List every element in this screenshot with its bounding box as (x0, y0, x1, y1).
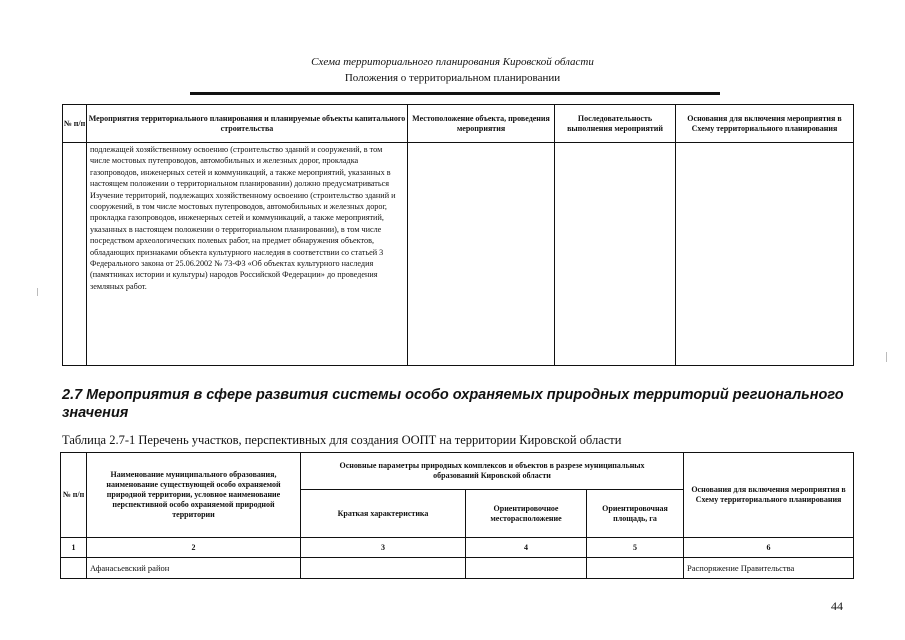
column-number: 3 (301, 538, 466, 558)
col-header-measures: Мероприятия территориального планирования и планируемые объекты капитального строительства (87, 105, 408, 143)
scan-margin-mark (37, 288, 38, 296)
table-cell-measures (87, 143, 408, 366)
oopt-table-header-row (61, 453, 854, 490)
table-cell-basis: Распоряжение Правительства (684, 558, 854, 579)
col-header-number: № п/п (61, 453, 87, 538)
table-cell-sequence (555, 143, 676, 366)
col-header-territory-name: Наименование муниципального образования, наименование существующей особо охраняемой природной территории, условное наименование перспективной особо охраняемой природной территории (87, 453, 301, 538)
col-header-basis: Основания для включения мероприятия в Схему территориального планирования (684, 453, 854, 538)
col-header-sequence: Последовательность выполнения мероприятий (555, 105, 676, 143)
table-cell-approx-location (466, 558, 587, 579)
measures-paragraph: подлежащей хозяйственному освоению (строительство зданий и сооружений, в том числе мостовых путепроводов, автомобильных и железных дорог, прокладка газопроводов, инженерных сетей и коммуникаций, а также мероприятий, указанных в настоящем положении о территориальном планировании) должно предусматриваться (90, 145, 391, 189)
col-header-parameters-group: Основные параметры природных комплексов и объектов в разрезе муниципальных образований Кировской области (301, 453, 684, 490)
table-cell-territory-name: Афанасьевский район (87, 558, 301, 579)
table-cell-brief-description (301, 558, 466, 579)
col-header-number: № п/п (63, 105, 87, 143)
column-number: 4 (466, 538, 587, 558)
table-cell-approx-area (587, 558, 684, 579)
document-header-subtitle: Положения о территориальном планировании (344, 72, 561, 84)
table-caption: Таблица 2.7-1 Перечень участков, перспективных для создания ООПТ на территории Кировской области (62, 433, 622, 447)
col-header-location: Местоположение объекта, проведения мероприятия (408, 105, 555, 143)
column-number: 2 (87, 538, 301, 558)
table-cell-location (408, 143, 555, 366)
table-cell-basis (676, 143, 854, 366)
measures-table-header-row (63, 105, 854, 143)
oopt-sites-table (60, 452, 854, 579)
column-number: 5 (587, 538, 684, 558)
column-number: 1 (61, 538, 87, 558)
table-cell-number (61, 558, 87, 579)
col-header-basis: Основания для включения мероприятия в Схему территориального планирования (676, 105, 854, 143)
column-number-row (61, 538, 854, 558)
scan-margin-mark (886, 352, 887, 362)
table-row (63, 143, 854, 366)
page-number: 44 (831, 599, 843, 613)
col-header-brief-description: Краткая характеристика (301, 490, 466, 538)
table-row (61, 558, 854, 579)
document-header-title: Схема территориального планирования Кировской области (311, 56, 594, 68)
header-divider (190, 92, 720, 95)
measures-paragraph: Изучение территорий, подлежащих хозяйственному освоению (строительство зданий и сооружений, в том числе мостовых путепроводов, автомобильных и железных дорог, прокладка газопроводов, инженерных сетей и коммуникаций, а также мероприятий, указанных в настоящем положении о территориальном планировании), в том числе посредством археологических полевых работ, на предмет обнаружения объектов, обладающих признаками объекта культурного наследия в соответствии со статьей 3 Федерального закона от 25.06.2002 № 73-ФЗ «Об объектах культурного наследия (памятниках истории и культуры) народов Российской Федерации» до проведения земляных работ. (90, 190, 396, 291)
section-heading: 2.7 Мероприятия в сфере развития системы особо охраняемых природных территорий регионального значения (62, 387, 844, 421)
measures-table (62, 104, 854, 366)
col-header-approx-area: Ориентировочная площадь, га (587, 490, 684, 538)
col-header-approx-location: Ориентировочное месторасположение (466, 490, 587, 538)
column-number: 6 (684, 538, 854, 558)
table-cell-number (63, 143, 87, 366)
